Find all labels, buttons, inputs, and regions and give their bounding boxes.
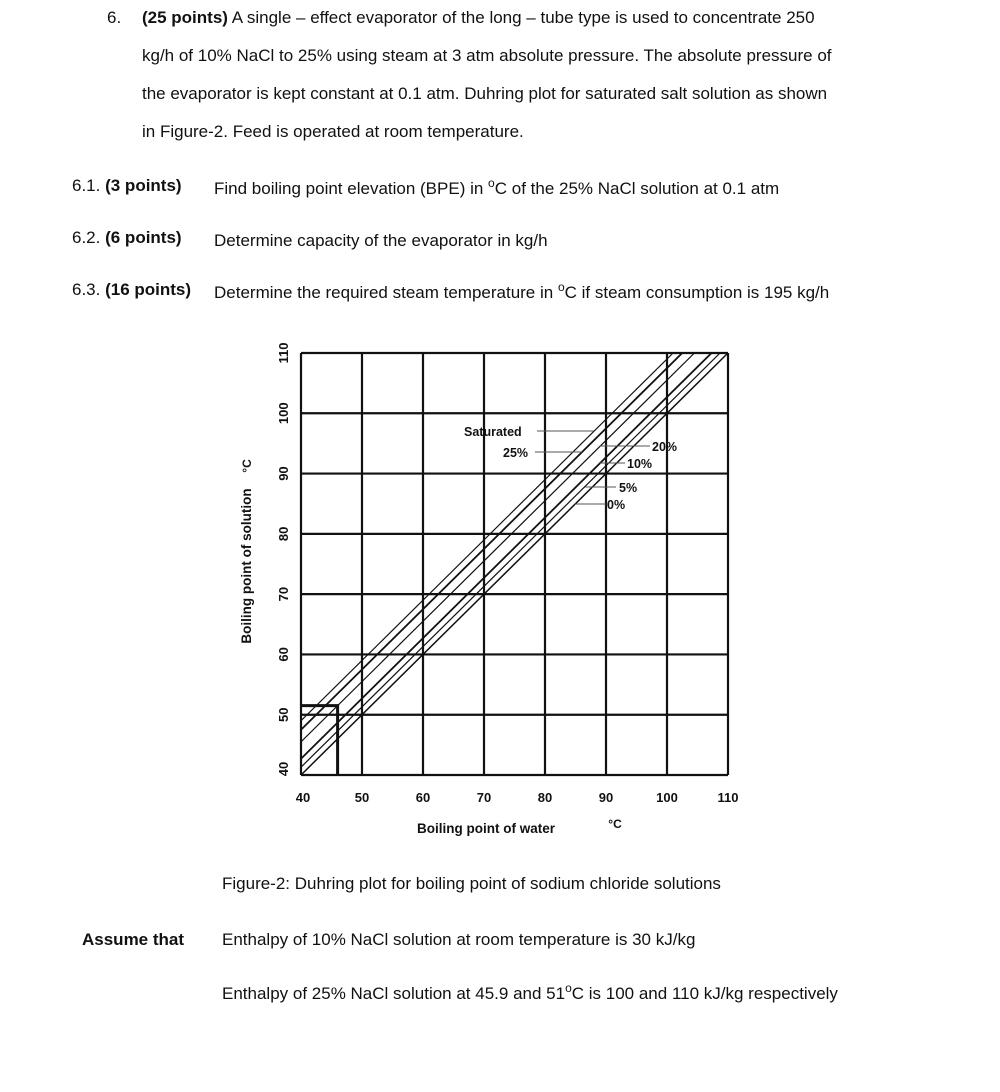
y-tick-label: 50 bbox=[276, 707, 291, 722]
series-line-saturated bbox=[301, 353, 673, 721]
subquestion-1-label: 6.1. (3 points) bbox=[72, 176, 182, 195]
x-tick-label: 90 bbox=[598, 790, 614, 805]
series-label: Saturated bbox=[464, 425, 522, 439]
question-line-3: the evaporator is kept constant at 0.1 atm. Duhring plot for saturated salt solution as shown bbox=[142, 84, 828, 103]
y-axis-label: Boiling point of solution bbox=[239, 488, 254, 644]
question-number: 6. bbox=[107, 8, 122, 27]
x-axis-unit: °C bbox=[608, 817, 622, 831]
y-tick-label: 100 bbox=[276, 402, 291, 425]
series-line-20pct bbox=[301, 353, 694, 742]
x-tick-label: 40 bbox=[295, 790, 311, 805]
series-line-25pct bbox=[301, 353, 682, 730]
x-tick-label: 100 bbox=[656, 790, 678, 805]
series-label: 0% bbox=[607, 498, 626, 512]
x-tick-label: 110 bbox=[717, 790, 739, 805]
x-tick-label: 80 bbox=[537, 790, 553, 805]
series-label: 25% bbox=[503, 446, 529, 460]
series-label: 20% bbox=[652, 440, 678, 454]
x-tick-label: 50 bbox=[354, 790, 370, 805]
y-tick-label: 90 bbox=[276, 466, 291, 481]
series-line-5pct bbox=[301, 353, 720, 767]
subquestion-2-label: 6.2. (6 points) bbox=[72, 228, 182, 247]
subquestion-1-text: Find boiling point elevation (BPE) in $^o$C of the 25% NaCl solution at 0.1 atm bbox=[214, 176, 780, 198]
assumption-1: Enthalpy of 10% NaCl solution at room temperature is 30 kJ/kg bbox=[222, 930, 696, 949]
series-label: 5% bbox=[619, 481, 638, 495]
x-tick-label: 70 bbox=[476, 790, 492, 805]
x-axis-label: Boiling point of water bbox=[417, 821, 555, 836]
assumptions-label: Assume that bbox=[82, 930, 185, 949]
y-axis-unit: °C bbox=[240, 459, 254, 473]
y-tick-label: 60 bbox=[276, 647, 291, 662]
subquestion-3-label: 6.3. (16 points) bbox=[72, 280, 192, 299]
question-text: A single – effect evaporator of the long – tube type is used to concentrate 250 bbox=[231, 8, 815, 27]
subquestion-2-text: Determine capacity of the evaporator in kg/h bbox=[214, 231, 548, 250]
x-tick-label: 60 bbox=[415, 790, 431, 805]
question-points: (25 points) bbox=[142, 8, 228, 27]
series-line-0pct bbox=[301, 353, 728, 775]
subquestion-3-text: Determine the required steam temperature in $^o$C if steam consumption is 195 kg/h bbox=[214, 280, 830, 302]
assumption-2: Enthalpy of 25% NaCl solution at 45.9 and 51$^o$C is 100 and 110 kJ/kg respectively bbox=[222, 981, 838, 1003]
y-tick-label: 70 bbox=[276, 586, 291, 602]
figure-caption: Figure-2: Duhring plot for boiling point of sodium chloride solutions bbox=[222, 874, 721, 893]
y-tick-label: 40 bbox=[276, 761, 291, 777]
series-label: 10% bbox=[627, 457, 653, 471]
question-line-4: in Figure-2. Feed is operated at room temperature. bbox=[142, 122, 524, 141]
y-tick-label: 110 bbox=[276, 342, 291, 364]
question-line-2: kg/h of 10% NaCl to 25% using steam at 3 atm absolute pressure. The absolute pressure of bbox=[142, 46, 832, 65]
y-tick-label: 80 bbox=[276, 526, 291, 542]
